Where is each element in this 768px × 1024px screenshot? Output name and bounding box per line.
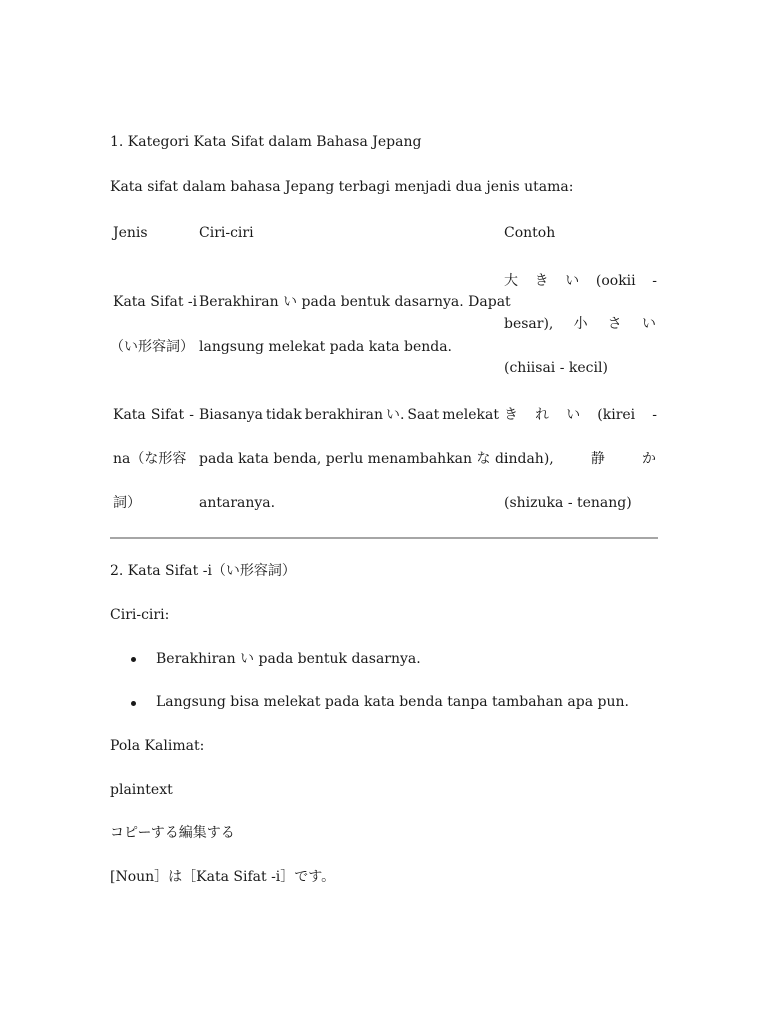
ciri-word: berakhiran <box>304 407 384 423</box>
jenis-word: Kata <box>113 407 146 423</box>
table-cell-contoh <box>504 406 657 424</box>
table-cell-jenis: （い形容詞） <box>110 339 194 355</box>
example-word: さ <box>607 316 622 332</box>
example-word: 小 <box>573 316 588 332</box>
table-header-contoh: Contoh <box>504 225 556 241</box>
table-header-ciri: Ciri-ciri <box>199 225 254 241</box>
table-cell-ciri: Berakhiran い pada bentuk dasarnya. Dapat <box>199 294 511 310</box>
table-cell-jenis: na（な形容 <box>113 451 187 467</box>
bullet-icon <box>131 657 136 662</box>
list-item: Langsung bisa melekat pada kata benda tanpa tambahan apa pun. <box>156 694 629 710</box>
table-cell-contoh <box>504 272 657 290</box>
table-cell-jenis: 詞） <box>113 495 141 511</box>
section-heading: 1. Kategori Kata Sifat dalam Bahasa Jepang <box>110 134 422 150</box>
example-word: 大 <box>504 273 518 289</box>
ciri-word: い. <box>385 407 405 423</box>
example-word: い <box>642 316 656 332</box>
example-word: (kirei <box>597 407 636 423</box>
example-word: か <box>641 451 656 467</box>
code-actions-text: コピーする編集する <box>110 825 235 841</box>
jenis-word: Sifat <box>150 407 185 423</box>
table-cell-jenis: Kata Sifat -i <box>113 294 198 310</box>
table-header-jenis: Jenis <box>113 225 148 241</box>
table-cell-ciri: langsung melekat pada kata benda. <box>199 339 453 355</box>
section-heading: 2. Kata Sifat -i（い形容詞） <box>110 563 296 579</box>
code-language-label: plaintext <box>110 782 173 798</box>
table-cell-contoh: (shizuka - tenang) <box>504 495 632 511</box>
table-cell-contoh <box>504 315 656 333</box>
table-cell-jenis <box>113 406 194 424</box>
example-word: き <box>534 273 549 289</box>
list-item: Berakhiran い pada bentuk dasarnya. <box>156 651 421 667</box>
table-cell-contoh: (chiisai - kecil) <box>504 360 608 376</box>
horizontal-rule <box>110 537 658 539</box>
example-word: - <box>652 273 657 289</box>
example-word: indah), <box>504 451 554 467</box>
example-word: い <box>565 273 580 289</box>
table-cell-ciri: pada kata benda, perlu menambahkan な di <box>199 451 509 467</box>
example-word: 静 <box>590 451 605 467</box>
example-word: き <box>504 407 518 423</box>
ciri-word: Saat <box>407 407 440 423</box>
intro-paragraph: Kata sifat dalam bahasa Jepang terbagi menjadi dua jenis utama: <box>110 179 574 195</box>
example-word: れ <box>535 407 550 423</box>
bullet-icon <box>131 701 136 706</box>
pola-label: Pola Kalimat: <box>110 738 205 754</box>
example-word: (ookii <box>595 273 636 289</box>
example-word: - <box>652 407 657 423</box>
example-word: い <box>566 407 581 423</box>
ciri-word: melekat <box>442 407 499 423</box>
ciri-word: tidak <box>265 407 302 423</box>
ciri-label: Ciri-ciri: <box>110 607 170 623</box>
table-cell-ciri <box>199 406 499 424</box>
table-cell-ciri: antaranya. <box>199 495 276 511</box>
ciri-word: Biasanya <box>199 407 263 423</box>
jenis-word: - <box>189 407 194 423</box>
sentence-pattern: [Noun］は［Kata Sifat -i］です。 <box>110 869 336 885</box>
example-word: besar), <box>504 316 554 332</box>
table-cell-contoh <box>504 450 656 468</box>
